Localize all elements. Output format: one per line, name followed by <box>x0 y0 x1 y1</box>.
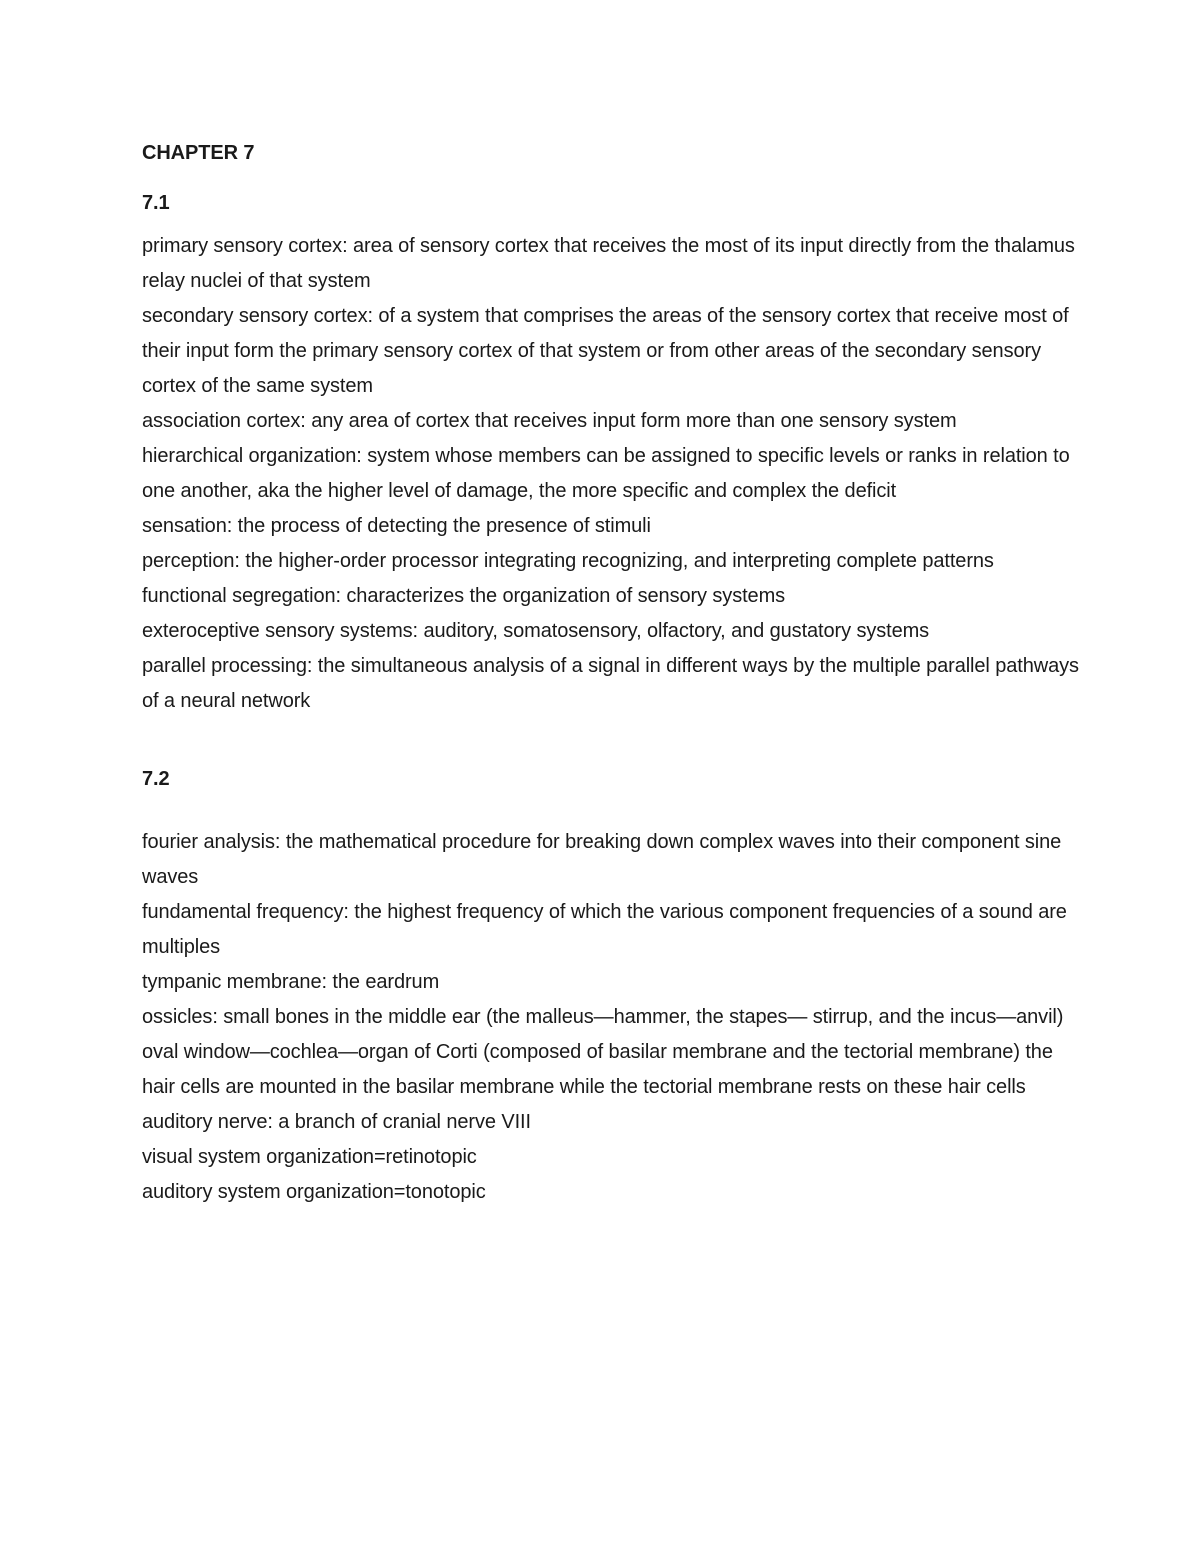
entry-association-cortex: association cortex: any area of cortex that receives input form more than one sensory system <box>142 410 957 432</box>
section-heading-7-1: 7.1 <box>142 192 170 214</box>
entry-fourier-analysis: fourier analysis: the mathematical procedure for breaking down complex waves into their component sine waves <box>142 831 1062 888</box>
document-body <box>142 138 1082 1210</box>
entry-exteroceptive-sensory-systems: exteroceptive sensory systems: auditory, somatosensory, olfactory, and gustatory systems <box>142 620 930 642</box>
entry-auditory-nerve: auditory nerve: a branch of cranial nerve VIII <box>142 1111 531 1133</box>
entry-functional-segregation: functional segregation: characterizes the organization of sensory systems <box>142 585 786 607</box>
entry-hierarchical-organization: hierarchical organization: system whose members can be assigned to specific levels or ranks in relation to one another, aka the higher level of damage, the more specific and complex the deficit <box>142 445 1070 502</box>
section-heading-7-2: 7.2 <box>142 768 170 790</box>
entry-perception: perception: the higher-order processor integrating recognizing, and interpreting complete patterns <box>142 550 994 572</box>
entry-auditory-system-organization: auditory system organization=tonotopic <box>142 1181 486 1203</box>
entry-secondary-sensory-cortex: secondary sensory cortex: of a system that comprises the areas of the sensory cortex that receive most of their input form the primary sensory cortex of that system or from other areas of the secondary sensory cortex of the same system <box>142 305 1069 397</box>
entry-ossicles: ossicles: small bones in the middle ear (the malleus—hammer, the stapes— stirrup, and the incus—anvil) <box>142 1006 1064 1028</box>
entry-sensation: sensation: the process of detecting the presence of stimuli <box>142 515 651 537</box>
entry-parallel-processing: parallel processing: the simultaneous analysis of a signal in different ways by the multiple parallel pathways of a neural network <box>142 655 1079 712</box>
entry-fundamental-frequency: fundamental frequency: the highest frequency of which the various component frequencies of a sound are multiples <box>142 901 1067 958</box>
entry-primary-sensory-cortex: primary sensory cortex: area of sensory cortex that receives the most of its input directly from the thalamus relay nuclei of that system <box>142 235 1075 292</box>
entry-tympanic-membrane: tympanic membrane: the eardrum <box>142 971 440 993</box>
section-7-1-entries <box>142 229 1082 719</box>
entry-visual-system-organization: visual system organization=retinotopic <box>142 1146 477 1168</box>
chapter-title: CHAPTER 7 <box>142 142 255 164</box>
section-7-2-entries <box>142 825 1082 1210</box>
entry-oval-window-cochlea: oval window—cochlea—organ of Corti (composed of basilar membrane and the tectorial membrane) the hair cells are mounted in the basilar membrane while the tectorial membrane rests on these hair cells <box>142 1041 1053 1098</box>
